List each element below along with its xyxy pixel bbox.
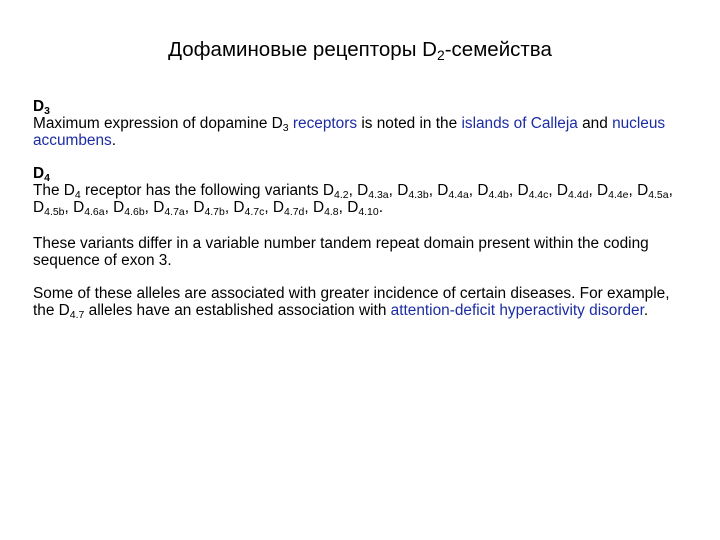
variant-separator: , bbox=[468, 182, 478, 199]
variant-separator: , bbox=[508, 182, 518, 199]
variant-item bbox=[517, 182, 556, 199]
variant-separator: . bbox=[378, 199, 383, 216]
variant-separator: , bbox=[348, 182, 358, 199]
variant-item bbox=[357, 182, 397, 199]
variant-separator: , bbox=[224, 199, 234, 216]
alleles-text-1: Some of these alleles are associated with greater incidence of certain diseases. For example, the D bbox=[33, 285, 670, 319]
variant-separator: , bbox=[628, 182, 638, 199]
variant-subscript: 4.3b bbox=[408, 189, 429, 201]
variant-separator: , bbox=[64, 199, 74, 216]
variant-item bbox=[637, 182, 673, 199]
d3-heading bbox=[33, 98, 50, 115]
variant-separator: , bbox=[588, 182, 597, 199]
variant-letter: D bbox=[517, 182, 529, 199]
variant-letter: D bbox=[637, 182, 649, 199]
variant-item bbox=[597, 182, 637, 199]
variant-separator: , bbox=[548, 182, 557, 199]
variant-letter: D bbox=[312, 199, 325, 216]
variant-letter: D bbox=[477, 182, 489, 199]
d4-text-1: The D bbox=[33, 182, 75, 199]
variant-separator: , bbox=[338, 199, 348, 216]
d3-heading-letter: D bbox=[33, 98, 45, 115]
variant-letter: D bbox=[347, 199, 359, 216]
variant-subscript: 4.10 bbox=[358, 206, 379, 218]
variant-item bbox=[233, 199, 272, 216]
receptors-term: receptors bbox=[292, 115, 358, 132]
islands-of-calleja-term: islands of Calleja bbox=[461, 115, 578, 132]
variant-separator: , bbox=[668, 182, 673, 199]
variant-letter: D bbox=[322, 182, 334, 199]
variant-item bbox=[313, 199, 347, 216]
slide-body bbox=[33, 98, 693, 319]
variant-letter: D bbox=[153, 199, 165, 216]
variant-separator: , bbox=[144, 199, 154, 216]
variant-letter: D bbox=[73, 199, 85, 216]
variant-subscript: 4.2 bbox=[334, 189, 349, 201]
variant-item bbox=[153, 199, 193, 216]
variant-letter: D bbox=[272, 199, 284, 216]
variant-subscript: 4.8 bbox=[324, 206, 339, 218]
variant-item bbox=[347, 199, 383, 216]
d3-heading-subscript: 3 bbox=[44, 105, 50, 117]
alleles-text-2: alleles have an established association with bbox=[88, 302, 387, 319]
d3-section bbox=[33, 98, 693, 149]
variant-item bbox=[397, 182, 437, 199]
variant-separator: , bbox=[104, 199, 114, 216]
slide-title bbox=[0, 38, 720, 62]
variant-subscript: 4.5a bbox=[648, 189, 669, 201]
d4-text-subscript: 4 bbox=[74, 189, 81, 201]
variant-item bbox=[73, 199, 113, 216]
nucleus-accumbens-term: nucleus accumbens bbox=[33, 115, 666, 149]
variant-letter: D bbox=[597, 182, 609, 199]
d4-heading bbox=[33, 165, 50, 182]
d4-section bbox=[33, 165, 693, 216]
variant-subscript: 4.6a bbox=[84, 206, 105, 218]
d3-text-1: Maximum expression of dopamine D bbox=[33, 115, 283, 132]
variant-item bbox=[437, 182, 477, 199]
alleles-paragraph bbox=[33, 285, 693, 319]
adhd-term: attention-deficit hyperactivity disorder bbox=[390, 302, 644, 319]
d4-text-2: receptor has the following variants bbox=[85, 182, 319, 199]
alleles-subscript: 4.7 bbox=[69, 309, 85, 321]
variant-item bbox=[477, 182, 517, 199]
variant-separator: , bbox=[428, 182, 438, 199]
variant-letter: D bbox=[437, 182, 449, 199]
variant-separator: , bbox=[304, 199, 313, 216]
d3-text-subscript: 3 bbox=[282, 122, 289, 134]
variant-subscript: 4.4a bbox=[448, 189, 469, 201]
d3-text-2: is noted in the bbox=[361, 115, 458, 132]
variant-item bbox=[557, 182, 597, 199]
variant-subscript: 4.7d bbox=[284, 206, 305, 218]
d3-text-4: . bbox=[111, 132, 116, 149]
variant-subscript: 4.4c bbox=[528, 189, 549, 201]
variant-subscript: 4.5b bbox=[44, 206, 65, 218]
variant-subscript: 4.7a bbox=[164, 206, 185, 218]
variant-item bbox=[193, 199, 233, 216]
variant-letter: D bbox=[556, 182, 569, 199]
variant-item bbox=[323, 182, 357, 199]
variants-paragraph: These variants differ in a variable number tandem repeat domain present within the coding sequence of exon 3. bbox=[33, 235, 649, 269]
variant-subscript: 4.7c bbox=[244, 206, 265, 218]
variant-subscript: 4.3a bbox=[368, 189, 389, 201]
variant-letter: D bbox=[233, 199, 245, 216]
variant-subscript: 4.4b bbox=[488, 189, 509, 201]
variant-subscript: 4.6b bbox=[124, 206, 145, 218]
variant-item bbox=[273, 199, 313, 216]
variant-letter: D bbox=[397, 182, 409, 199]
title-end: -семейства bbox=[444, 38, 552, 61]
variant-letter: D bbox=[33, 199, 45, 216]
variant-separator: , bbox=[264, 199, 273, 216]
title-main: Дофаминовые рецепторы D bbox=[168, 38, 437, 61]
variant-subscript: 4.4d bbox=[568, 189, 589, 201]
variant-item bbox=[33, 199, 73, 216]
variant-item bbox=[113, 199, 153, 216]
variant-letter: D bbox=[113, 199, 125, 216]
d3-text-3: and bbox=[582, 115, 608, 132]
variant-subscript: 4.7b bbox=[204, 206, 225, 218]
variant-subscript: 4.4e bbox=[608, 189, 629, 201]
variant-letter: D bbox=[357, 182, 369, 199]
variant-letter: D bbox=[193, 199, 205, 216]
variant-separator: , bbox=[184, 199, 194, 216]
d4-heading-letter: D bbox=[33, 165, 45, 182]
variant-separator: , bbox=[388, 182, 398, 199]
title-subscript: 2 bbox=[436, 46, 445, 63]
alleles-text-3: . bbox=[643, 302, 649, 319]
d4-heading-subscript: 4 bbox=[44, 172, 50, 184]
